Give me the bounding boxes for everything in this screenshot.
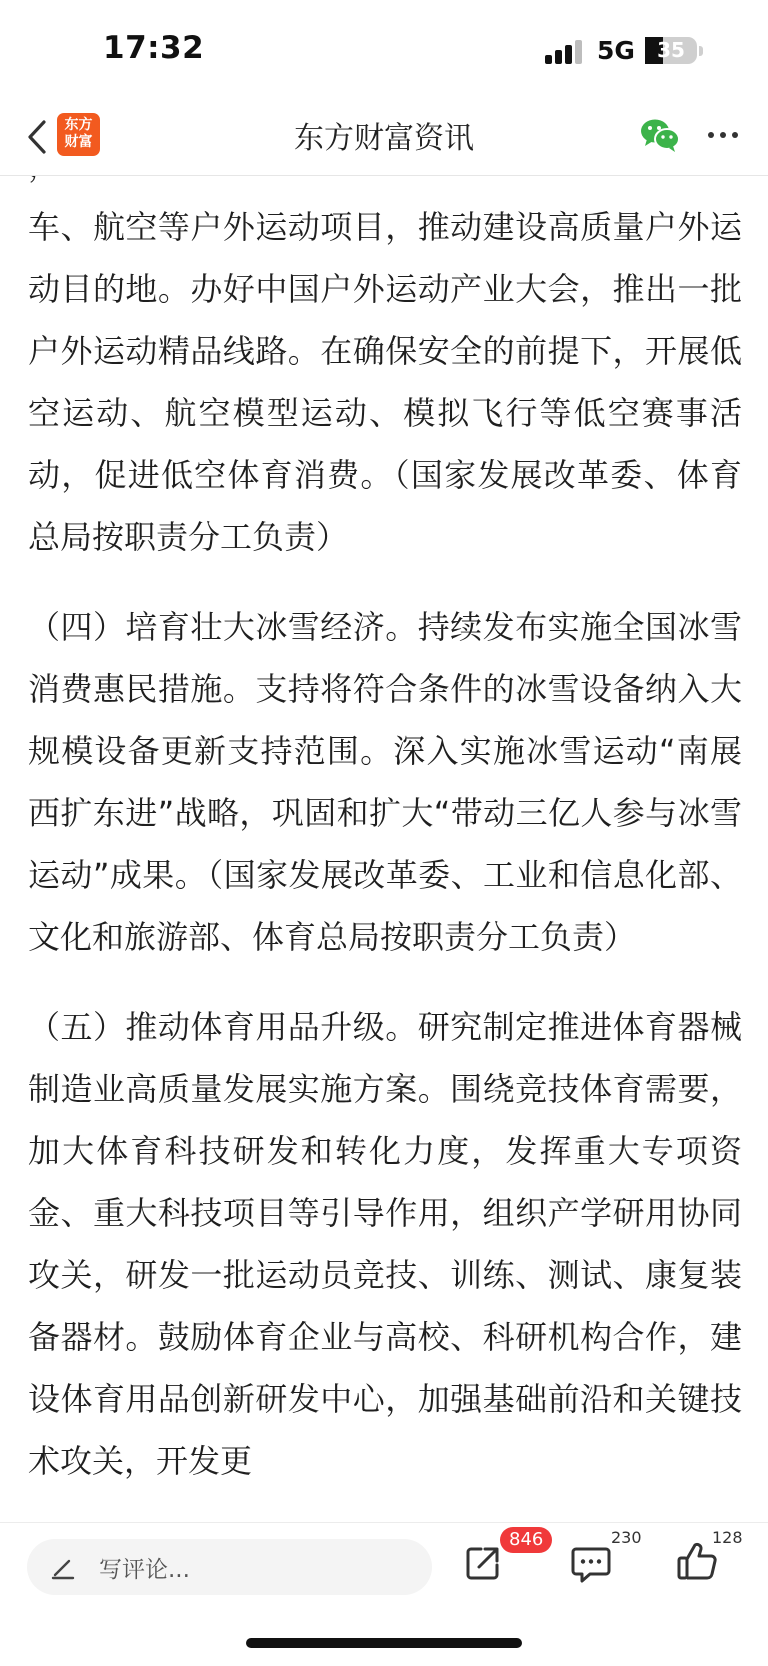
logo-text-2: 财富 <box>64 134 93 150</box>
share-count-badge: 846 <box>500 1527 552 1553</box>
more-button[interactable] <box>705 120 741 150</box>
more-dots-icon <box>705 120 741 150</box>
share-icon <box>463 1543 503 1583</box>
share-button[interactable] <box>463 1543 503 1583</box>
network-type: 5G <box>597 36 635 65</box>
article-paragraph-1: 车、航空等户外运动项目，推动建设高质量户外运动目的地。办好中国户外运动产业大会，推出一批户外运动精品线路。在确保安全的前提下，开展低空运动、航空模型运动、模拟飞行等低空赛事活动，促进低空体育消费。（国家发展改革委、体育总局按职责分工负责） <box>28 208 742 556</box>
comments-count: 230 <box>611 1528 642 1547</box>
status-time: 17:32 <box>103 30 205 66</box>
signal-icon <box>545 40 585 64</box>
likes-count: 128 <box>712 1528 743 1547</box>
wechat-icon <box>640 117 680 153</box>
comment-input[interactable] <box>27 1539 432 1595</box>
battery-icon <box>645 37 697 64</box>
article-body <box>28 176 742 1524</box>
battery-cap <box>699 46 703 56</box>
like-button[interactable] <box>676 1541 718 1583</box>
pencil-icon <box>49 1553 77 1581</box>
thumbs-up-icon <box>676 1541 718 1583</box>
battery-percent: 35 <box>657 38 685 62</box>
nav-bar <box>0 100 768 176</box>
comment-placeholder: 写评论... <box>99 1557 190 1583</box>
status-bar <box>0 0 768 100</box>
article-paragraph-2: （四）培育壮大冰雪经济。持续发布实施全国冰雪消费惠民措施。支持将符合条件的冰雪设备纳入大规模设备更新支持范围。深入实施冰雪运动“南展西扩东进”战略，巩固和扩大“带动三亿人参与冰雪运动”成果。（国家发展改革委、工业和信息化部、文化和旅游部、体育总局按职责分工负责） <box>28 608 742 956</box>
page-title: 东方财富资讯 <box>294 121 474 156</box>
comment-icon <box>570 1543 612 1585</box>
logo-text-1: 东方 <box>64 117 93 133</box>
comments-button[interactable] <box>570 1543 612 1585</box>
wechat-share-button[interactable] <box>640 117 680 153</box>
article-paragraph-3: （五）推动体育用品升级。研究制定推进体育器械制造业高质量发展实施方案。围绕竞技体育需要，加大体育科技研发和转化力度，发挥重大专项资金、重大科技项目等引导作用，组织产学研用协同攻关，研发一批运动员竞技、训练、测试、康复装备器材。鼓励体育企业与高校、科研机构合作，建设体育用品创新研发中心，加强基础前沿和关键技术攻关，开发更 <box>28 1008 742 1480</box>
home-indicator <box>246 1638 522 1648</box>
